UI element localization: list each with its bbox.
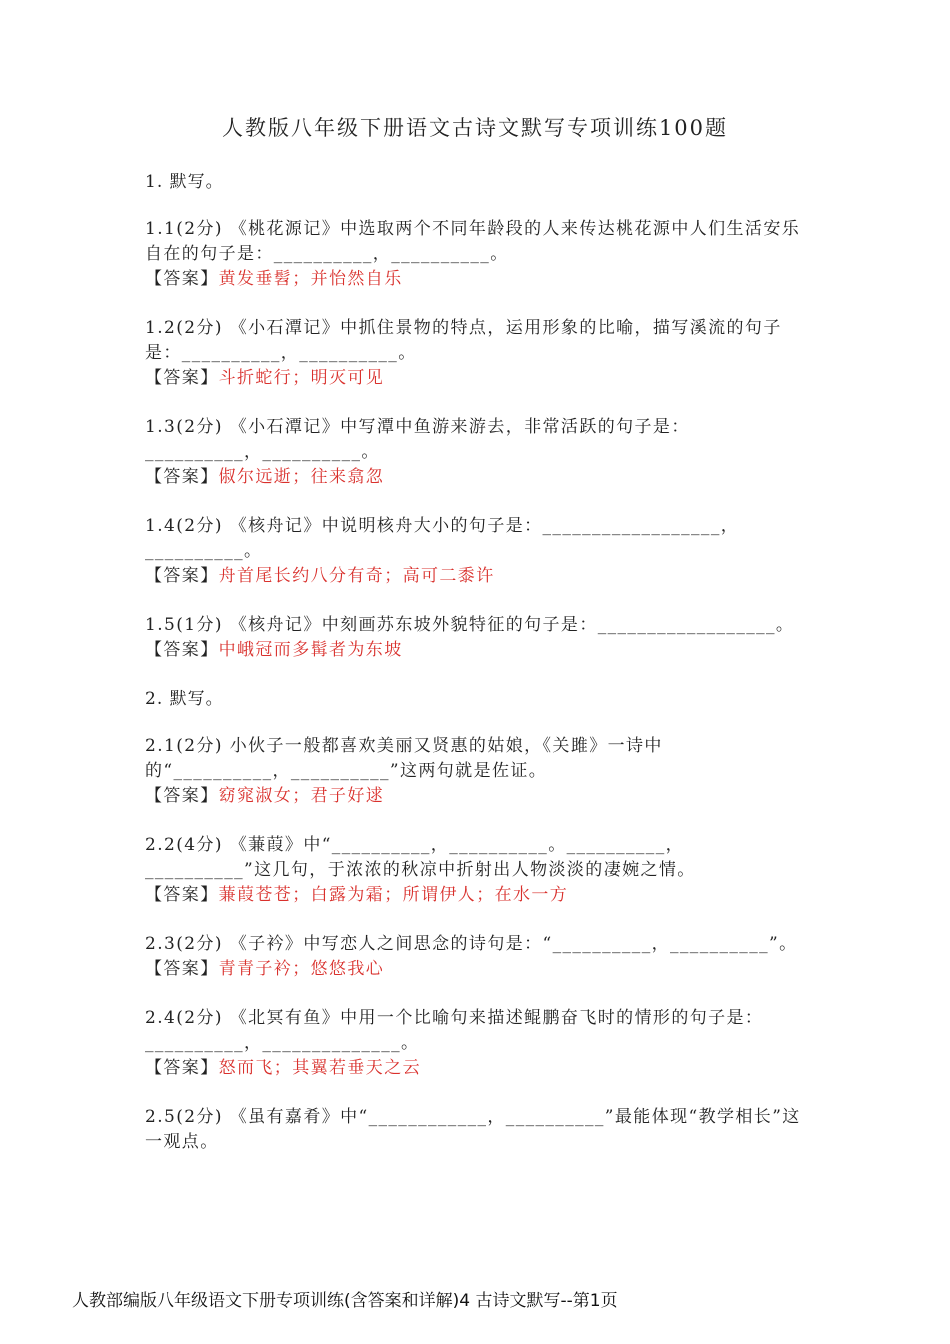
answer-text: 斗折蛇行；明灭可见 <box>218 368 385 388</box>
answer-label: 【答案】 <box>145 885 219 905</box>
answer-text: 俶尔远逝；往来翕忽 <box>218 467 385 487</box>
answer-label: 【答案】 <box>145 1058 219 1078</box>
question-text: 1.1(2分) 《桃花源记》中选取两个不同年龄段的人来传达桃花源中人们生活安乐自在的句子是：__________，__________。 <box>145 219 801 264</box>
question-text: 2.4(2分) 《北冥有鱼》中用一个比喻句来描述鲲鹏奋飞时的情形的句子是：__________，______________。 <box>145 1008 764 1053</box>
answer-line <box>145 465 805 490</box>
question-2-4 <box>145 1006 805 1081</box>
document-body <box>145 170 805 1179</box>
answer-label: 【答案】 <box>145 566 219 586</box>
answer-label: 【答案】 <box>145 368 219 388</box>
question-text: 1.4(2分) 《核舟记》中说明核舟大小的句子是：__________________，__________。 <box>145 516 740 561</box>
question-2-3 <box>145 932 805 982</box>
answer-line <box>145 957 805 982</box>
answer-text: 怒而飞；其翼若垂天之云 <box>218 1058 422 1078</box>
section-2 <box>145 687 805 1155</box>
answer-label: 【答案】 <box>145 269 219 289</box>
question-2-5 <box>145 1105 805 1155</box>
question-text: 2.2(4分) 《蒹葭》中“__________，__________。__________，__________”这几句，于浓浓的秋凉中折射出人物淡淡的凄婉之情。 <box>145 835 696 880</box>
question-text: 1.5(1分) 《核舟记》中刻画苏东坡外貌特征的句子是：__________________。 <box>145 615 795 635</box>
section-heading: 1. 默写。 <box>145 172 224 192</box>
page-footer: 人教部编版八年级语文下册专项训练(含答案和详解)4 古诗文默写--第1页 <box>72 1291 618 1311</box>
answer-label: 【答案】 <box>145 640 219 660</box>
answer-text: 中峨冠而多髯者为东坡 <box>218 640 403 660</box>
answer-label: 【答案】 <box>145 959 219 979</box>
question-2-2 <box>145 833 805 908</box>
answer-label: 【答案】 <box>145 786 219 806</box>
answer-line <box>145 784 805 809</box>
question-1-3 <box>145 415 805 490</box>
answer-line <box>145 1056 805 1081</box>
answer-label: 【答案】 <box>145 467 219 487</box>
answer-text: 蒹葭苍苍；白露为霜；所谓伊人；在水一方 <box>218 885 569 905</box>
question-text: 2.5(2分) 《虽有嘉肴》中“____________，__________”最能体现“教学相长”这一观点。 <box>145 1107 801 1152</box>
answer-text: 舟首尾长约八分有奇；高可二黍许 <box>218 566 495 586</box>
question-1-5 <box>145 613 805 663</box>
answer-line <box>145 564 805 589</box>
answer-text: 青青子衿；悠悠我心 <box>218 959 385 979</box>
answer-text: 窈窕淑女；君子好逑 <box>218 786 385 806</box>
answer-line <box>145 638 805 663</box>
section-heading: 2. 默写。 <box>145 689 224 709</box>
answer-line <box>145 366 805 391</box>
question-text: 1.3(2分) 《小石潭记》中写潭中鱼游来游去，非常活跃的句子是：__________，__________。 <box>145 417 690 462</box>
question-1-2 <box>145 316 805 391</box>
question-2-1 <box>145 734 805 809</box>
question-text: 1.2(2分) 《小石潭记》中抓住景物的特点，运用形象的比喻，描写溪流的句子是：__________，__________。 <box>145 318 782 363</box>
question-1-1 <box>145 217 805 292</box>
question-text: 2.3(2分) 《子衿》中写恋人之间思念的诗句是：“__________，__________”。 <box>145 934 798 954</box>
answer-text: 黄发垂髫；并怡然自乐 <box>218 269 403 289</box>
question-text: 2.1(2分) 小伙子一般都喜欢美丽又贤惠的姑娘，《关雎》一诗中的“__________，__________”这两句就是佐证。 <box>145 736 663 781</box>
section-1 <box>145 170 805 663</box>
page-title: 人教版八年级下册语文古诗文默写专项训练100题 <box>221 116 729 140</box>
question-1-4 <box>145 514 805 589</box>
answer-line <box>145 267 805 292</box>
answer-line <box>145 883 805 908</box>
